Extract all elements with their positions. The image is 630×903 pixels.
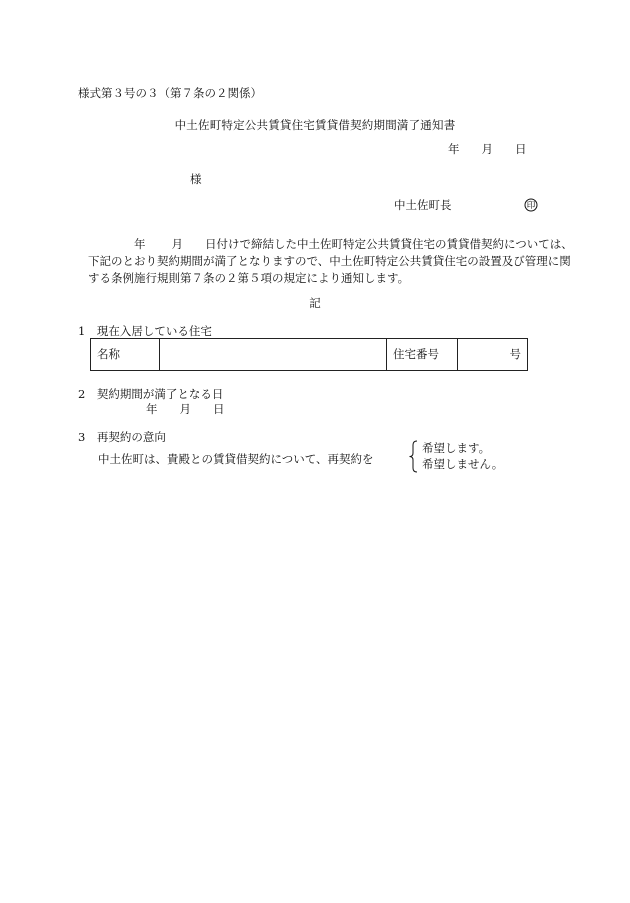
- issue-date: [448, 142, 527, 158]
- body-line-2: 下記のとおり契約期間が満了となりますので、中土佐町特定公共賃貸住宅の設置及び管理に関: [88, 254, 571, 268]
- issuer-name: 中土佐町長: [394, 198, 452, 212]
- addressee: 様: [190, 172, 202, 186]
- notice-body: [88, 236, 573, 287]
- body-year: 年: [134, 237, 146, 251]
- issue-date-month: 月: [481, 142, 493, 156]
- house-number-label: 住宅番号: [387, 339, 458, 371]
- body-month: 月: [171, 237, 183, 251]
- body-line-1: [88, 236, 573, 253]
- body-line-1-text: 日付けで締結した中土佐町特定公共賃貸住宅の賃貸借契約については、: [205, 237, 573, 251]
- form-number: 様式第３号の３（第７条の２関係）: [78, 86, 262, 100]
- issue-date-year: 年: [448, 142, 460, 156]
- name-label: 名称: [91, 339, 160, 371]
- brace-icon: [408, 440, 418, 473]
- section-3-heading: 3 再契約の意向: [78, 430, 166, 444]
- section-2-heading: 2 契約期間が満了となる日: [78, 387, 224, 401]
- expiry-month: 月: [179, 402, 191, 416]
- expiry-day: 日: [213, 402, 225, 416]
- option-wish-renew[interactable]: 希望します。: [422, 441, 491, 455]
- option-not-renew[interactable]: 希望しません。: [422, 457, 504, 471]
- house-number-field[interactable]: 号: [458, 339, 528, 371]
- section-1-heading: 1 現在入居している住宅: [78, 324, 212, 338]
- ki-heading: 記: [309, 296, 321, 310]
- expiry-year: 年: [146, 402, 158, 416]
- issue-date-day: 日: [515, 142, 527, 156]
- seal-glyph: 印: [526, 201, 536, 212]
- name-value-field[interactable]: [160, 339, 387, 371]
- document-title: 中土佐町特定公共賃貸住宅賃貸借契約期間満了通知書: [174, 118, 456, 132]
- body-line-3: する条例施行規則第７条の２第５項の規定により通知します。: [88, 271, 410, 285]
- seal-icon: [524, 198, 538, 212]
- housing-table: [90, 338, 528, 371]
- seal-mark: [524, 198, 538, 215]
- expiry-date: [146, 402, 225, 418]
- renewal-sentence: 中土佐町は、貴殿との賃貸借契約について、再契約を: [98, 452, 374, 466]
- table-row: [91, 339, 528, 371]
